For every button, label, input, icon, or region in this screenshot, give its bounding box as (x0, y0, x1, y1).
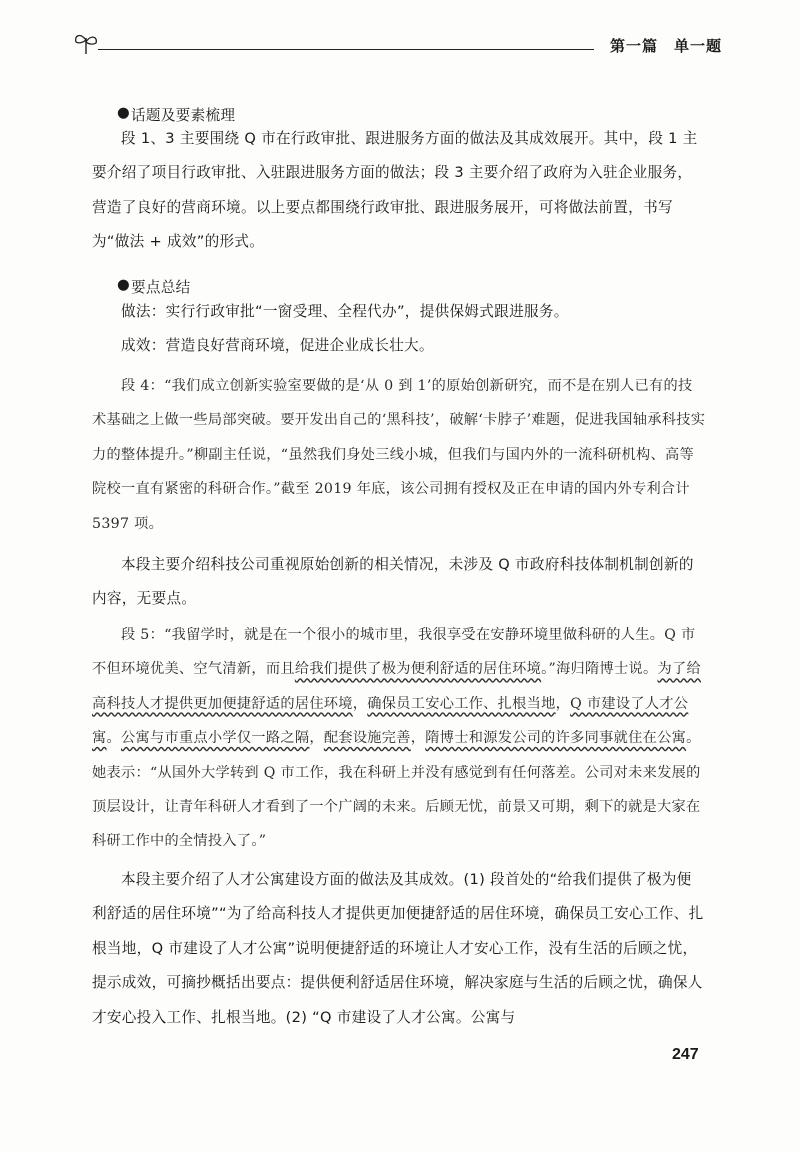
underlined-phrase: 给我们提供了极为便利舒适的居住环境 (294, 661, 542, 678)
underlined-phrase: 公寓与市重点小学仅一路之隔 (121, 730, 310, 747)
underlined-phrase: 确保员工安心工作、扎根当地 (367, 695, 556, 712)
paragraph-5-analysis: 本段主要介绍了人才公寓建设方面的做法及其成效。(1) 段首处的“给我们提供了极为便利舒适的居住环境”“为了给高科技人才提供更加便捷舒适的居住环境，确保员工安心工作、扎根当地，Q 市建设了人才公寓”说明便捷舒适的环境让人才安心工作，没有生活的后顾之忧，提示成效，可摘抄概括出要点：提供便利舒适居住环境，解决家庭与生活的后顾之忧，确保人才安心投入工作、扎根当地。(2) “Q 市建设了人才公寓。公寓与 (92, 871, 704, 1026)
page-number: 247 (672, 1046, 699, 1063)
paragraph-4: 段 4：“我们成立创新实验室要做的是‘从 0 到 1’的原始创新研究，而不是在别人已有的技术基础之上做一些局部突破。要开发出自己的‘黑科技’，破解‘卡脖子’难题，促进我国轴承科技实力的整体提升。”柳副主任说，“虽然我们身处三线小城，但我们与国内外的一流科研机构、高等院校一直有紧密的科研合作。”截至 2019 年底，该公司拥有授权及正在申请的国内外专利合计 5397 项。 (92, 378, 706, 532)
bullet-icon: ● (117, 276, 130, 293)
topic-paragraph: 段 1、3 主要围绕 Q 市在行政审批、跟进服务方面的做法及其成效展开。其中，段 1 主要介绍了项目行政审批、入驻跟进服务方面的做法；段 3 主要介绍了政府为入驻企业服务，营造了良好的营商环境。以上要点都围绕行政审批、跟进服务展开，可将做法前置，书写为“做法 + 成效”的形式。 (92, 130, 698, 251)
header-title: 第一篇 单一题 (609, 37, 722, 55)
sprout-icon (72, 30, 100, 56)
running-header (72, 28, 722, 60)
underlined-phrase: Q 市建设了人才公寓 (92, 695, 689, 747)
summary-method: 做法：实行行政审批“一窗受理、全程代办”，提供保姆式跟进服务。 (121, 303, 569, 320)
summary-effect: 成效：营造良好营商环境，促进企业成长壮大。 (121, 337, 434, 354)
underlined-phrase: 配套设施完善 (323, 730, 411, 747)
underlined-phrase: 隋博士和源发公司的许多同事就住在公寓 (425, 730, 687, 747)
bullet-icon: ● (117, 104, 130, 121)
paragraph-4-analysis: 本段主要介绍科技公司重视原始创新的相关情况，未涉及 Q 市政府科技体制机制创新的内容，无要点。 (92, 556, 694, 608)
paragraph-5: 段 5：“我留学时，就是在一个很小的城市里，我很享受在安静环境里做科研的人生。Q 市不但环境优美、空气清新，而且给我们提供了极为便利舒适的居住环境。”海归隋博士说。为了给高科技人才提供更加便捷舒适的居住环境，确保员工安心工作、扎根当地，Q 市建设了人才公寓。公寓与市重点小学仅一路之隔，配套设施完善，隋博士和源发公司的许多同事就住在公寓。她表示：“从国外大学转到 Q 市工作，我在科研上并没有感觉到有任何落差。公司对未来发展的顶层设计，让青年科研人才看到了一个广阔的未来。后顾无忧，前景又可期，剩下的就是大家在科研工作中的全情投入了。” (92, 627, 701, 850)
section-heading-summary: 要点总结 (131, 279, 191, 296)
section-heading-topic: 话题及要素梳理 (131, 107, 236, 124)
underlined-phrase: 为了给高科技人才提供更加便捷舒适的居住环境 (92, 661, 701, 712)
header-rule (98, 49, 594, 50)
